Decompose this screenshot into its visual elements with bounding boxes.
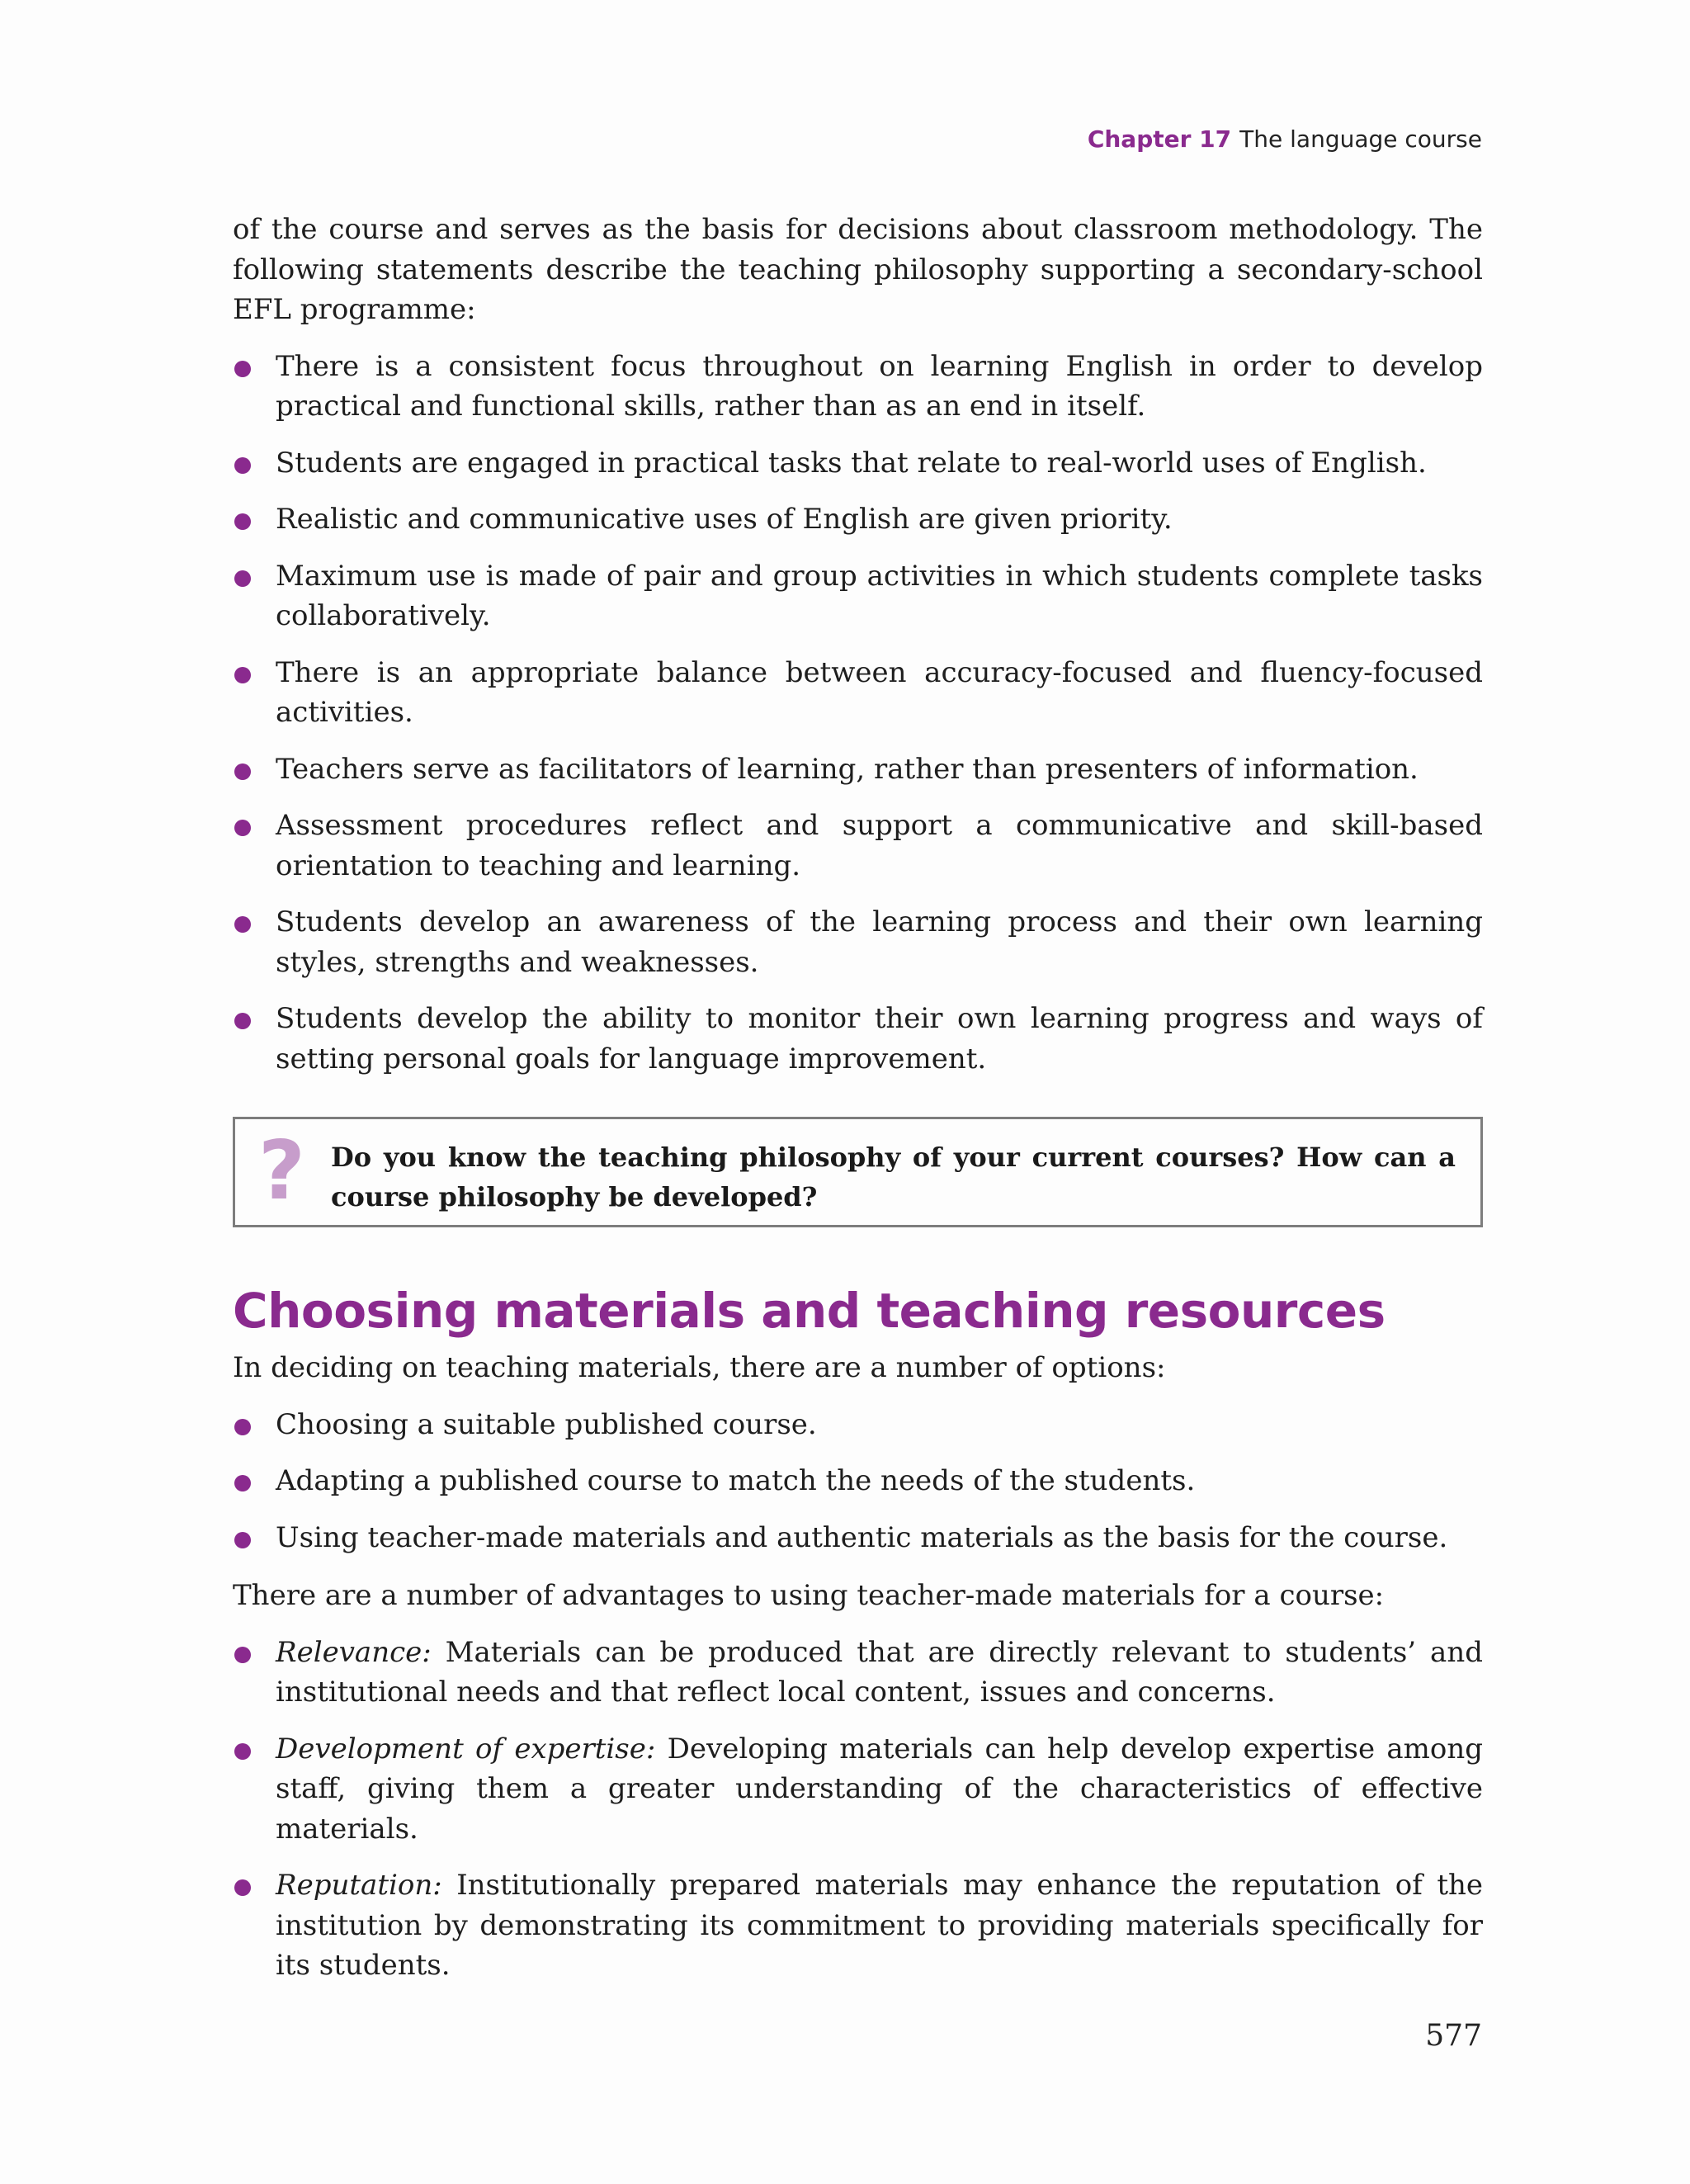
chapter-title: The language course: [1239, 125, 1482, 153]
list-item: [233, 1729, 1483, 1850]
list-item: There is a consistent focus throughout on learning English in order to develop practical and functional skills, rather than as an end in itself.: [233, 347, 1483, 427]
list-item: [233, 1633, 1483, 1713]
running-header: [1088, 125, 1482, 153]
list-item: Using teacher-made materials and authentic materials as the basis for the course.: [233, 1518, 1483, 1558]
advantage-term: Reputation:: [276, 1869, 442, 1902]
options-list: [233, 1405, 1483, 1558]
list-item: Adapting a published course to match the needs of the students.: [233, 1461, 1483, 1501]
page-body: [233, 210, 1483, 1986]
list-item: Teachers serve as facilitators of learning, rather than presenters of information.: [233, 749, 1483, 790]
list-item: Realistic and communicative uses of English are given priority.: [233, 499, 1483, 540]
list-item: Assessment procedures reflect and support a communicative and skill-based orientation to teaching and learning.: [233, 806, 1483, 886]
list-item: There is an appropriate balance between accuracy-focused and fluency-focused activities.: [233, 653, 1483, 733]
advantages-intro: There are a number of advantages to using teacher-made materials for a course:: [233, 1579, 1385, 1612]
question-mark-icon: ?: [258, 1124, 305, 1218]
advantage-term: Development of expertise:: [276, 1732, 656, 1766]
page-number: 577: [1425, 2019, 1482, 2053]
advantage-text: Materials can be produced that are directly relevant to students’ and institutional needs and that reflect local content, issues and concerns.: [276, 1635, 1483, 1709]
list-item: Maximum use is made of pair and group activities in which students complete tasks collaboratively.: [233, 556, 1483, 636]
section-heading: Choosing materials and teaching resources: [233, 1283, 1386, 1339]
advantage-text: Institutionally prepared materials may enhance the reputation of the institution by demonstrating its commitment to providing materials specifically for its students.: [276, 1869, 1483, 1982]
list-item: Choosing a suitable published course.: [233, 1405, 1483, 1445]
reflection-question-text: Do you know the teaching philosophy of your current courses? How can a course philosophy be developed?: [331, 1142, 1456, 1213]
list-item: Students develop an awareness of the learning process and their own learning styles, strengths and weaknesses.: [233, 902, 1483, 982]
chapter-label: Chapter 17: [1087, 125, 1232, 153]
philosophy-list: [233, 347, 1483, 1080]
advantage-text: Developing materials can help develop expertise among staff, giving them a greater understanding of the characteristics of effective materials.: [276, 1732, 1483, 1846]
list-item: [233, 1865, 1483, 1986]
advantage-term: Relevance:: [276, 1635, 432, 1669]
list-item: Students develop the ability to monitor their own learning progress and ways of setting personal goals for language improvement.: [233, 999, 1483, 1079]
advantages-list: [233, 1633, 1483, 1986]
intro-paragraph: of the course and serves as the basis for decisions about classroom methodology. The following statements describe the teaching philosophy supporting a secondary-school EFL programme:: [233, 213, 1483, 326]
list-item: Students are engaged in practical tasks that relate to real-world uses of English.: [233, 443, 1483, 484]
section-intro: In deciding on teaching materials, there are a number of options:: [233, 1351, 1166, 1384]
reflection-question-box: [233, 1117, 1483, 1227]
